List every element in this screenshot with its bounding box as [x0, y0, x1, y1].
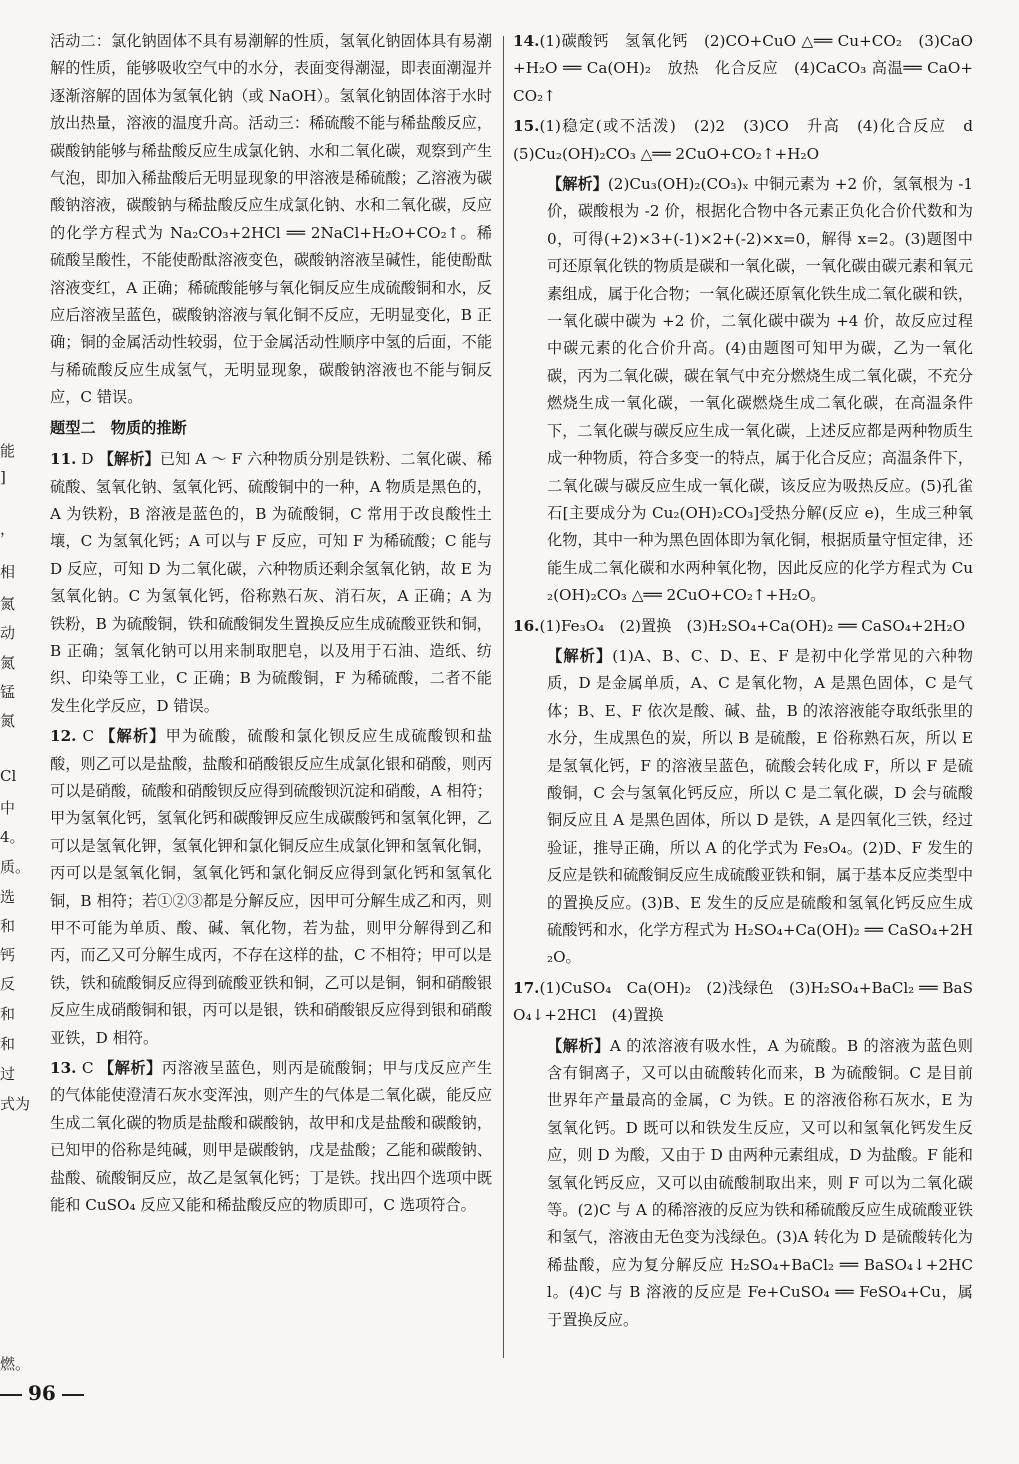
margin-fragment: ， — [0, 520, 16, 538]
margin-fragment: Cl — [0, 767, 17, 785]
margin-fragment: 氮 — [0, 654, 16, 672]
margin-fragment: 氮 — [0, 595, 16, 613]
analysis-tag: 【解析】 — [100, 727, 166, 746]
question-number: 11. — [50, 450, 77, 469]
margin-fragment: 4。 — [0, 828, 25, 846]
question-number: 15. — [513, 117, 540, 136]
margin-fragment: 锰 — [0, 683, 16, 701]
question-number: 14. — [513, 32, 540, 50]
margin-fragment: ] — [0, 468, 6, 486]
margin-fragment: 燃。 — [0, 1355, 31, 1373]
margin-fragment: 中 — [0, 799, 16, 817]
question-number: 17. — [513, 978, 540, 997]
question-17-analysis — [513, 1033, 973, 1334]
analysis-tag: 【解析】 — [98, 450, 160, 469]
question-14 — [513, 28, 973, 110]
margin-fragment: 动 — [0, 624, 16, 642]
margin-fragment: 氮 — [0, 712, 16, 730]
analysis-text: A 的浓溶液有吸水性，A 为硫酸。B 的溶液为蓝色则含有铜离子，又可以由硫酸转化而来，B 为硫酸铜。C 是目前世界年产量最高的金属，C 为铁。E 的溶液俗称石灰水，E 为氢氧化钙。D 既可以和铁发生反应，又可以和氢氧化钙发生反应，则 D 为酸，又由于 D 由两种元素组成，D 为盐酸。F 能和氢氧化钙反应，又可以由硫酸制取出来，则 F 可以为二氧化碳等。(2)C 与 A 的稀溶液的反应为铁和稀硫酸反应生成硫酸亚铁和氢气，溶液由无色变为浅绿色。(3)A 转化为 D 是硫酸转化为稀盐酸，应为复分解反应 H₂SO₄+BaCl₂ ══ BaSO₄↓+2HCl。(4)C 与 B 溶液的反应是 Fe+CuSO₄ ══ FeSO₄+Cu，属于置换反应。 — [547, 1036, 973, 1329]
margin-fragment: 钙 — [0, 946, 16, 964]
answer: D — [81, 450, 94, 469]
margin-fragment: 选 — [0, 888, 16, 906]
question-15 — [513, 113, 989, 168]
analysis-tag: 【解析】 — [547, 646, 613, 665]
question-16-analysis — [513, 643, 973, 972]
margin-fragment: 和 — [0, 1005, 16, 1023]
question-number: 12. — [50, 727, 77, 746]
answer: C — [82, 727, 95, 746]
answer: (1)碳酸钙 氢氧化钙 (2)CO+CuO △══ Cu+CO₂ (3)CaO+H₂O ══ Ca(OH)₂ 放热 化合反应 (4)CaCO₃ 高温══ CaO+CO₂↑ — [513, 32, 973, 105]
question-11 — [50, 446, 492, 720]
page-footer — [0, 1381, 84, 1405]
left-column — [50, 28, 492, 1222]
question-number: 16. — [513, 616, 540, 635]
analysis-text: (1)A、B、C、D、E、F 是初中化学常见的六种物质，D 是金属单质，A、C 是氧化物，A 是黑色固体，C 是气体；B、E、F 依次是酸、碱、盐，B 的浓溶液能夺取纸张里的水分，生成黑色的炭，所以 B 是硫酸，E 俗称熟石灰，所以 E 是氢氧化钙，F 的溶液呈蓝色，硫酸会转化成 F，所以 F 是硫酸铜，C 会与氢氧化钙反应，所以 C 是二氧化碳，D 会与硫酸铜反应且 A 是黑色固体，所以 D 是铁，A 是四氧化三铁，经过验证，推导正确，所以 A 的化学式为 Fe₃O₄。(2)D、F 发生的反应是铁和硫酸铜反应生成硫酸亚铁和铜，属于基本反应类型中的置换反应。(3)B、E 发生的反应是硫酸和氢氧化钙反应生成硫酸钙和水，化学方程式为 H₂SO₄+Ca(OH)₂ ══ CaSO₄+2H₂O。 — [547, 646, 973, 967]
margin-fragment: 式为 — [0, 1095, 31, 1113]
footer-dash — [62, 1394, 84, 1396]
analysis-text: 丙溶液呈蓝色，则丙是硫酸铜；甲与戊反应产生的气体能使澄清石灰水变浑浊，则产生的气体是二氧化碳，能反应生成二氧化碳的物质是盐酸和碳酸钠，故甲和戊是盐酸和碳酸钠，已知甲的俗称是纯碱，则甲是碳酸钠，戊是盐酸；乙能和碳酸钠、盐酸、硫酸铜反应，故乙是氢氧化钙；丁是铁。找出四个选项中既能和 CuSO₄ 反应又能和稀盐酸反应的物质即可，C 选项符合。 — [50, 1059, 493, 1215]
margin-fragment: 和 — [0, 1035, 16, 1053]
analysis-text: 已知 A ～ F 六种物质分别是铁粉、二氧化碳、稀硫酸、氢氧化钠、氢氧化钙、硫酸铜中的一种，A 物质是黑色的，A 为铁粉，B 溶液是蓝色的，B 为硫酸铜，C 常用于改良酸性土壤，C 为氢氧化钙；A 可以与 F 反应，可知 F 为稀硫酸；C 能与 D 反应，可知 D 为二氧化碳，六种物质还剩余氢氧化钠，故 E 为氢氧化钠。C 为氢氧化钙，俗称熟石灰、消石灰，A 正确；A 为铁粉，B 为硫酸铜，铁和硫酸铜发生置换反应生成硫酸亚铁和铜，B 正确；氢氧化钠可以用来制取肥皂，以及用于石油、造纸、纺织、印染等工业，C 正确；B 为硫酸铜，F 为稀硫酸，二者不能发生化学反应，D 错误。 — [50, 450, 493, 715]
answer: (1)Fe₃O₄ (2)置换 (3)H₂SO₄+Ca(OH)₂ ══ CaSO₄+2H₂O — [539, 616, 966, 635]
answer: (1)稳定(或不活泼) (2)2 (3)CO 升高 (4)化合反应 d (5)Cu₂(OH)₂CO₃ △══ 2CuO+CO₂↑+H₂O — [513, 117, 989, 163]
question-13 — [50, 1055, 492, 1219]
margin-fragment: 能 — [0, 442, 16, 460]
analysis-text: (2)Cu₃(OH)₂(CO₃)ₓ 中铜元素为 +2 价，氢氧根为 -1 价，碳酸根为 -2 价，根据化合物中各元素正负化合价代数和为 0，可得(+2)×3+(-1)×2+(-2)×x=0，解得 x=2。(3)题图中可还原氧化铁的物质是碳和一氧化碳，一氧化碳由碳元素和氧元素组成，属于化合物；一氧化碳还原氧化铁生成二氧化碳和铁，一氧化碳中碳为 +2 价，二氧化碳中碳为 +4 价，故反应过程中碳元素的化合价升高。(4)由题图可知甲为碳，乙为一氧化碳，丙为二氧化碳，碳在氧气中充分燃烧生成二氧化碳，不充分燃烧生成一氧化碳，一氧化碳燃烧生成二氧化碳，在高温条件下，二氧化碳与碳反应生成一氧化碳，上述反应都是两种物质生成一种物质，符合多变一的特点，属于化合反应；高温条件下，二氧化碳与碳反应生成一氧化碳，该反应为吸热反应。(5)孔雀石[主要成分为 Cu₂(OH)₂CO₃]受热分解(反应 e)，生成三种氧化物，其中一种为黑色固体即为氧化铜，根据质量守恒定律，还能生成二氧化碳和水两种氧化物，因此反应的化学方程式为 Cu₂(OH)₂CO₃ △══ 2CuO+CO₂↑+H₂O。 — [547, 175, 973, 605]
analysis-tag: 【解析】 — [547, 175, 608, 194]
section-heading: 题型二 物质的推断 — [50, 418, 187, 437]
column-divider — [503, 36, 504, 1358]
analysis-tag: 【解析】 — [547, 1036, 610, 1055]
answer: C — [81, 1059, 94, 1078]
margin-fragment: 和 — [0, 917, 16, 935]
question-15-analysis — [513, 171, 973, 610]
margin-fragment: 反 — [0, 975, 16, 993]
question-number: 13. — [50, 1059, 77, 1078]
analysis-tag: 【解析】 — [98, 1059, 162, 1078]
right-column — [513, 28, 989, 1337]
question-16 — [513, 613, 973, 640]
page-number: 96 — [28, 1381, 56, 1405]
question-12 — [50, 723, 492, 1052]
analysis-text: 甲为硫酸，硫酸和氯化钡反应生成硫酸钡和盐酸，则乙可以是盐酸，盐酸和硝酸银反应生成氯化银和硝酸，则丙可以是硝酸，硫酸和硝酸钡反应得到硫酸钡沉淀和硝酸，A 相符；甲为氢氧化钙，氢氧化钙和碳酸钾反应生成碳酸钙和氢氧化钾，乙可以是氢氧化钾，氢氧化钾和氯化铜反应生成氯化钾和氢氧化铜，丙可以是氢氧化铜，氢氧化钙和氯化铜反应得到氯化钙和氢氧化铜，B 相符；若①②③都是分解反应，因甲可分解生成乙和丙，则甲不可能为单质、酸、碱、氧化物，若为盐，则甲分解得到乙和丙，而乙又可分解生成丙，不存在这样的盐，C 不相符；甲可以是铁，铁和硫酸铜反应得到硫酸亚铁和铜，乙可以是铜，铜和硝酸银反应生成硝酸铜和银，丙可以是银，铁和硝酸银反应得到银和硝酸亚铁，D 相符。 — [50, 727, 493, 1047]
margin-fragment: 相 — [0, 563, 16, 581]
margin-fragment: 过 — [0, 1065, 16, 1083]
footer-dash — [0, 1394, 22, 1396]
answer: (1)CuSO₄ Ca(OH)₂ (2)浅绿色 (3)H₂SO₄+BaCl₂ ══ BaSO₄↓+2HCl (4)置换 — [513, 978, 973, 1025]
activity-explanation: 活动二：氯化钠固体不具有易潮解的性质，氢氧化钠固体具有易潮解的性质，能够吸收空气中的水分，表面变得潮湿，即表面潮湿并逐渐溶解的固体为氢氧化钠（或 NaOH）。氢氧化钠固体溶于水时放出热量，溶液的温度升高。活动三：稀硫酸不能与稀盐酸反应，碳酸钠能够与稀盐酸反应生成氯化钠、水和二氧化碳，观察到产生气泡，即加入稀盐酸后无明显现象的甲溶液是稀硫酸；乙溶液为碳酸钠溶液，碳酸钠与稀盐酸反应生成氯化钠、水和二氧化碳，反应的化学方程式为 Na₂CO₃+2HCl ══ 2NaCl+H₂O+CO₂↑。稀硫酸呈酸性，不能使酚酞溶液变色，碳酸钠溶液呈碱性，能使酚酞溶液变红，A 正确；稀硫酸能够与氧化铜反应生成硫酸铜和水，反应后溶液呈蓝色，碳酸钠溶液与氧化铜不反应，无明显变化，B 正确；铜的金属活动性较弱，位于金属活动性顺序中氢的后面，不能与稀硫酸反应生成氢气，无明显现象，碳酸钠溶液也不能与铜反应，C 错误。 — [50, 32, 492, 407]
question-17 — [513, 975, 973, 1030]
margin-fragment: 质。 — [0, 858, 31, 876]
